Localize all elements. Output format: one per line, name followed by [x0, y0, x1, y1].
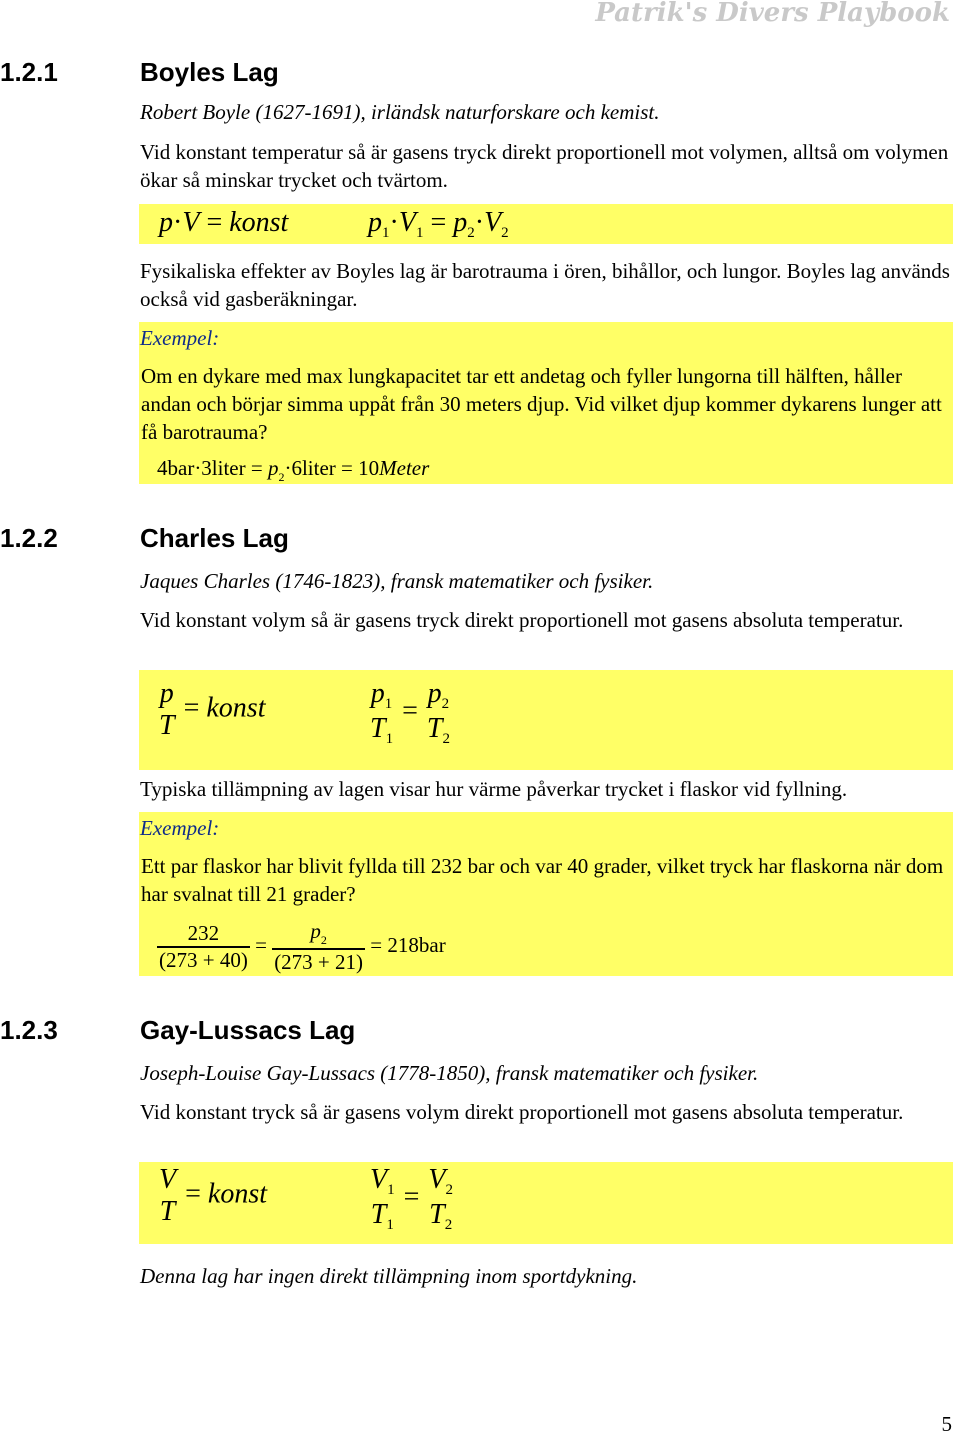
author-line: Robert Boyle (1627-1691), irländsk naturforskare och kemist.: [140, 100, 660, 124]
application-paragraph: Typiska tillämpning av lagen visar hur värme påverkar trycket i flaskor vid fyllning.: [140, 777, 848, 801]
example-text: Om en dykare med max lungkapacitet tar ett andetag och fyller lungorna till hälften, håller andan och börjar simma uppåt från 30 meters djup. Vid vilket djup kommer dykarens lunger att få barotrauma?: [141, 364, 942, 444]
description-paragraph: Vid konstant tryck så är gasens volym direkt proportionell mot gasens absoluta temperatur.: [140, 1100, 904, 1124]
section-number: 1.2.3: [0, 1015, 58, 1045]
example-den2: (273 + 21): [274, 950, 364, 974]
formula-charles: $p_1$ $T_1$ = $p_2$ $T_2$: [370, 678, 450, 747]
example-num: 232: [187, 921, 220, 945]
konst-text: konst: [206, 692, 266, 724]
example-rhs: 10: [358, 456, 380, 480]
example-box: [139, 812, 953, 976]
section-number: 1.2.1: [0, 57, 58, 87]
page-number: 5: [941, 1412, 952, 1436]
section-number: 1.2.2: [0, 523, 58, 553]
example-label: Exempel:: [140, 326, 220, 350]
formula-box: [139, 204, 953, 244]
example-unit: Meter: [379, 456, 430, 480]
formula-gay-lussac: $V_1$ $T_1$ = $V_2$ $T_2$: [370, 1164, 454, 1233]
formula-v-over-t: V T = konst: [159, 1164, 268, 1227]
formula-box: [139, 670, 953, 770]
example-result: 218bar: [387, 932, 446, 957]
author-line: Jaques Charles (1746-1823), fransk matematiker och fysiker.: [140, 569, 654, 593]
konst-text: konst: [207, 1178, 268, 1210]
formula-boyle: $p_1\cdot V_1 = p_2\cdot V_2$: [368, 207, 509, 241]
formula-charles-example: $\frac{232}{(273 + 40)}$ = $\frac{p_2}{(273 + 21)}$ = 218bar: [159, 919, 446, 974]
running-header: Patrik's Divers Playbook: [595, 0, 950, 28]
application-paragraph: Fysikaliska effekter av Boyles lag är barotrauma i ören, bihållor, och lungor. Boyles lag används också vid gasberäkningar.: [140, 259, 950, 311]
example-lhs: 4bar·3liter: [157, 456, 246, 480]
example-label: Exempel:: [140, 816, 220, 840]
example-den1: (273 + 40): [159, 948, 248, 972]
section-title: Boyles Lag: [140, 57, 279, 87]
description-paragraph: Vid konstant temperatur så är gasens tryck direkt proportionell mot volymen, alltså om volymen ökar så minskar trycket och tvärtom.: [140, 140, 949, 192]
section-title: Charles Lag: [140, 523, 289, 553]
author-line: Joseph-Louise Gay-Lussacs (1778-1850), fransk matematiker och fysiker.: [140, 1061, 759, 1085]
section-title: Gay-Lussacs Lag: [140, 1015, 356, 1045]
formula-pv-konst: p·V = konst: [159, 207, 289, 238]
example-text: Ett par flaskor har blivit fyllda till 232 bar och var 40 grader, vilket tryck har flaskorna när dom har svalnat till 21 grader?: [141, 854, 944, 906]
description-paragraph: Vid konstant volym så är gasens tryck direkt proportionell mot gasens absoluta temperatur.: [140, 608, 904, 632]
example-box: [139, 322, 953, 484]
formula-boyle-example: 4bar·3liter = $p_2\cdot 6liter$ = 10Meter: [157, 456, 430, 484]
formula-p-over-t: p T = konst: [159, 678, 266, 741]
formula-box: [139, 1162, 953, 1244]
konst-text: konst: [229, 207, 289, 238]
note-line: Denna lag har ingen direkt tillämpning inom sportdykning.: [140, 1264, 638, 1288]
example-mid: 6liter: [291, 456, 336, 480]
